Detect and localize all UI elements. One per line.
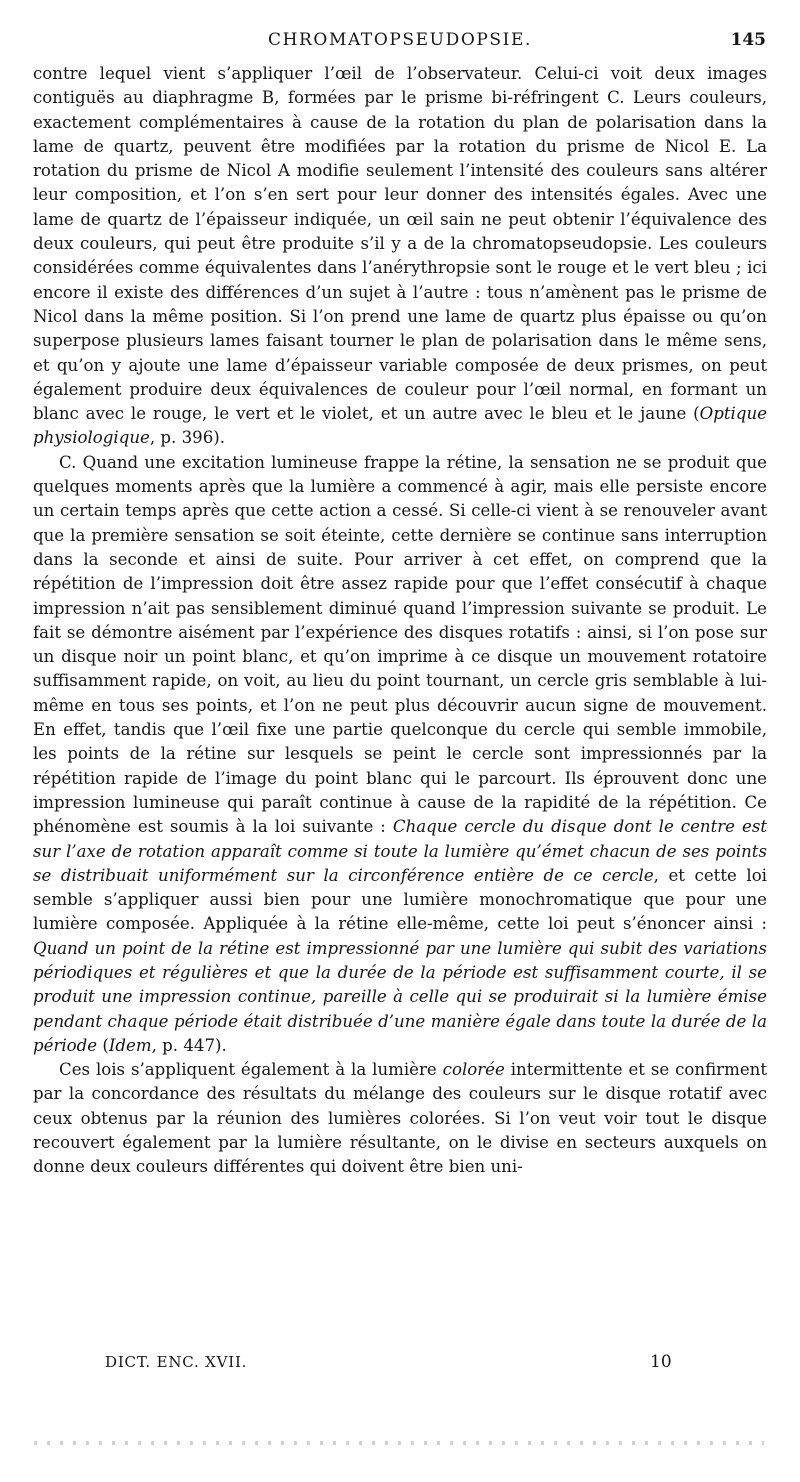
running-title: CHROMATOPSEUDOPSIE. — [267, 30, 532, 50]
paragraph-2 — [33, 451, 767, 1058]
text-run: , p. 447). — [151, 1035, 227, 1055]
italic-run: Optique physiologique — [33, 404, 767, 448]
show-through-line — [34, 1441, 764, 1445]
signature-number: 10 — [650, 1352, 672, 1372]
italic-run: colorée — [442, 1060, 505, 1080]
text-run: ( — [97, 1035, 109, 1055]
text-run: contre lequel vient s’appliquer l’œil de l’observateur. Celui-ci voit deux images contiguës au diaphragme B, formées par le prisme bi-réfringent C. Leurs couleurs, exactement complémentaires à cause de la rotation du plan de polarisation dans la lame de quartz, peuvent être modifiées par la rotation du prisme de Nicol E. La rotation du prisme de Nicol A modifie seulement l’intensité des couleurs sans altérer leur composition, et l’on s’en sert pour leur donner des intensités égales. Avec une lame de quartz de l’épaisseur indiquée, un œil sain ne peut obtenir l’équivalence des deux couleurs, qui peut être produite s’il y a de la chromatopseudopsie. Les couleurs considérées comme équivalentes dans l’anérythropsie sont le rouge et le vert bleu ; ici encore il existe des différences d’un sujet à l’autre : tous n’amènent pas le prisme de Nicol dans la même position. Si l’on prend une lame de quartz plus épaisse ou qu’on superpose plusieurs lames faisant tourner le plan de polarisation dans le même sens, et qu’on y ajoute une lame d’épaisseur variable composée de deux prismes, on peut également produire deux équivalences de couleur pour l’œil normal, en formant un blanc avec le rouge, le vert et le violet, et un autre avec le bleu et le jaune ( — [33, 64, 767, 424]
text-run: Ces lois s’appliquent également à la lumière — [59, 1060, 443, 1080]
page-number: 145 — [730, 30, 766, 50]
italic-run: Quand un point de la rétine est impressionné par une lumière qui subit des variations périodiques et régulières et que la durée de la période est suffisamment courte, il se produit une impression continue, pareille à celle qui se produirait si la lumière émise pendant chaque période était distribuée d’une manière égale dans toute la durée de la période — [33, 938, 767, 1055]
text-run: , et cette loi semble s’appliquer aussi bien pour une lumière monochromatique que pour une lumière composée. Appliquée à la rétine elle-même, cette loi peut s’énoncer ainsi : — [33, 865, 767, 934]
paragraph-1 — [33, 62, 767, 451]
paragraph-3 — [33, 1058, 767, 1179]
text-run: C. Quand une excitation lumineuse frappe la rétine, la sensation ne se produit que quelques moments après que la lumière a commencé à agir, mais elle persiste encore un certain temps après que cette action a cessé. Si celle-ci vient à se renouveler avant que la première sensation se soit éteinte, cette dernière se continue sans interruption dans la seconde et ainsi de suite. Pour arriver à cet effet, on comprend que la répétition de l’impression doit être assez rapide pour que l’effet consécutif à chaque impression n’ait pas sensiblement diminué quand l’impression suivante se produit. Le fait se démontre aisément par l’expérience des disques rotatifs : ainsi, si l’on pose sur un disque noir un point blanc, et qu’on imprime à ce disque un mouvement rotatoire suffisamment rapide, on voit, au lieu du point tournant, un cercle gris semblable à lui-même en tous ses points, et l’on ne peut plus découvrir aucun signe de mouvement. En effet, tandis que l’œil fixe une partie quelconque du cercle qui semble immobile, les points de la rétine sur lesquels se peint le cercle sont impressionnés par la répétition rapide de l’image du point blanc qui le parcourt. Ils éprouvent donc une impression lumineuse qui paraît continue à cause de la rapidité de la répétition. Ce phénomène est soumis à la loi suivante : — [33, 452, 767, 837]
text-run: intermittente et se confirment par la concordance des résultats du mélange des couleurs sur le disque rotatif avec ceux obtenus par la réunion des lumières colorées. Si l’on veut voir tout le disque recouvert également par la lumière résultante, on le divise en secteurs auxquels on donne deux couleurs différentes qui doivent être bien uni- — [33, 1060, 767, 1177]
text-run: , p. 396). — [149, 428, 226, 448]
printer-signature: DICT. ENC. XVII. — [105, 1353, 248, 1371]
body-text — [33, 62, 767, 1180]
italic-run: Chaque cercle du disque dont le centre est sur l’axe de rotation apparaît comme si toute la lumière qu’émet chacun de ses points se distribuait uniformément sur la circonférence entière de ce cercle — [33, 817, 768, 885]
page-header — [34, 30, 766, 56]
page-footer — [105, 1353, 675, 1377]
italic-run: Idem — [108, 1035, 152, 1055]
